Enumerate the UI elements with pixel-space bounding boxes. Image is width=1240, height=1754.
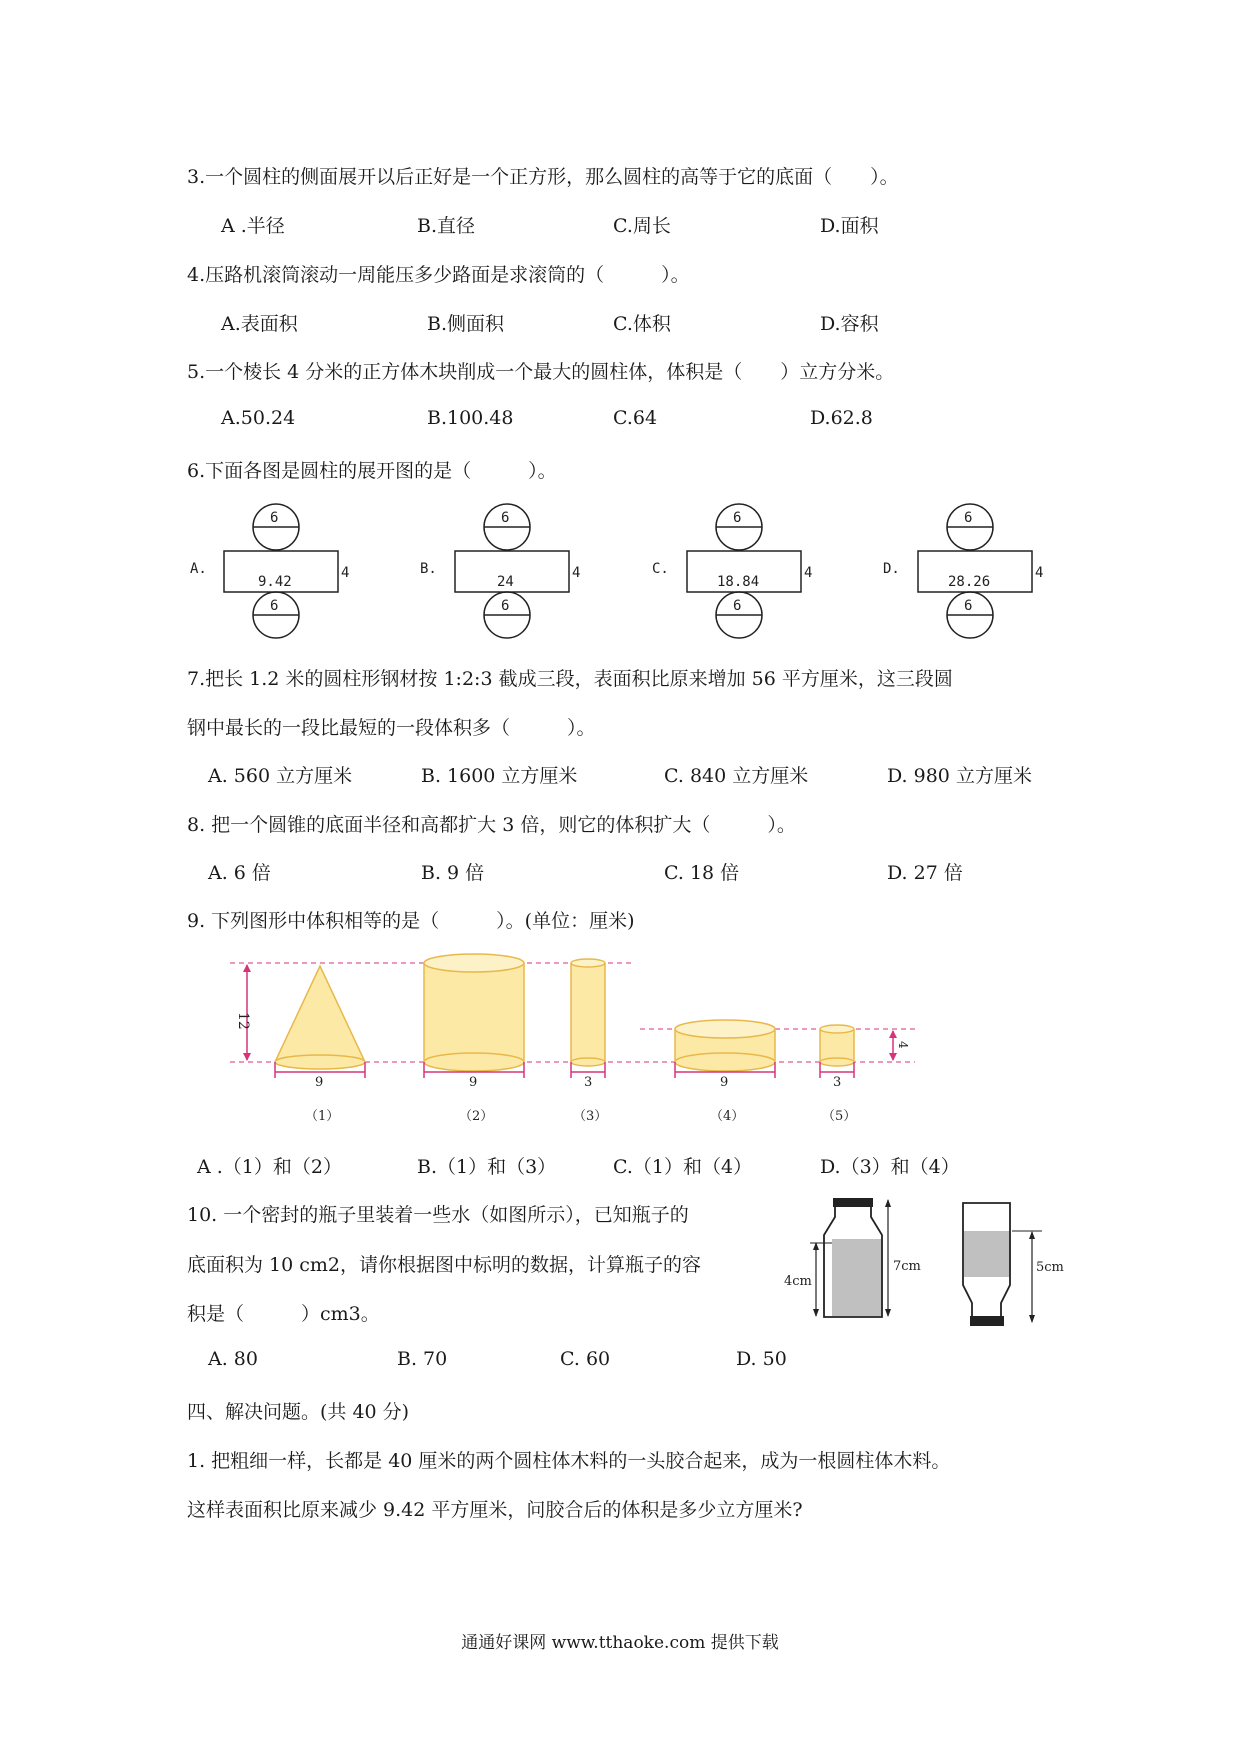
net-a-letter: A. (190, 561, 207, 577)
solid-2-cylinder (424, 954, 524, 1071)
q4-option-c: C.体积 (613, 313, 671, 335)
q10-bottle-figure (780, 1195, 1064, 1340)
net-a-rect-label: 9.42 (258, 574, 292, 590)
q9-option-b: B.（1）和（3） (417, 1156, 557, 1178)
q3-text: 3.一个圆柱的侧面展开以后正好是一个正方形，那么圆柱的高等于它的底面（ ）。 (187, 166, 899, 188)
q6-nets-figure (180, 500, 1060, 650)
q8-option-c: C. 18 倍 (664, 862, 740, 884)
solid-4-cylinder (675, 1020, 775, 1071)
net-c-side: 4 (804, 565, 813, 581)
net-d-bottom-diameter: 6 (964, 598, 973, 614)
page-footer: 通通好课网 www.tthaoke.com 提供下载 (461, 1633, 779, 1653)
net-c (652, 504, 812, 638)
net-b-letter: B. (420, 561, 437, 577)
net-d (883, 504, 1043, 638)
q8-option-b: B. 9 倍 (421, 862, 485, 884)
q9-height-big: 12 (235, 1012, 251, 1030)
q10-option-c: C. 60 (560, 1348, 611, 1370)
solid-5-cylinder (820, 1025, 854, 1066)
q10-text-line2: 底面积为 10 cm2，请你根据图中标明的数据，计算瓶子的容 (187, 1254, 702, 1276)
q5-option-b: B.100.48 (427, 407, 514, 429)
q7-option-c: C. 840 立方厘米 (664, 765, 809, 787)
q3-option-d: D.面积 (820, 215, 879, 237)
q8-option-a: A. 6 倍 (208, 862, 271, 884)
net-d-letter: D. (883, 561, 900, 577)
net-d-side: 4 (1035, 565, 1044, 581)
q9-option-a: A .（1）和（2） (197, 1156, 342, 1178)
solid-3-cylinder (571, 959, 605, 1066)
net-b-top-diameter: 6 (501, 510, 510, 526)
net-c-bottom-diameter: 6 (733, 598, 742, 614)
q3-option-a: A .半径 (221, 215, 285, 237)
q9-d5: 3 (833, 1075, 842, 1090)
q10-option-b: B. 70 (397, 1348, 448, 1370)
section4-title: 四、解决问题。(共 40 分) (187, 1401, 410, 1423)
q7-option-b: B. 1600 立方厘米 (421, 765, 578, 787)
q9-d3: 3 (584, 1075, 593, 1090)
q4-text: 4.压路机滚筒滚动一周能压多少路面是求滚筒的（ ）。 (187, 264, 690, 286)
q7-option-a: A. 560 立方厘米 (208, 765, 353, 787)
net-b-side: 4 (572, 565, 581, 581)
section4-q1-line2: 这样表面积比原来减少 9.42 平方厘米，问胶合后的体积是多少立方厘米? (187, 1499, 803, 1521)
q9-solids-figure (225, 950, 925, 1130)
q10-text-line3: 积是（ ）cm3。 (187, 1303, 380, 1325)
q4-option-d: D.容积 (820, 313, 879, 335)
q6-text: 6.下面各图是圆柱的展开图的是（ ）。 (187, 460, 557, 482)
q10-air-label: 5cm (1036, 1260, 1064, 1275)
q3-option-b: B.直径 (417, 215, 476, 237)
net-b-rect-label: 24 (497, 574, 514, 590)
q9-caption-5: （5） (822, 1109, 857, 1124)
q4-option-a: A.表面积 (221, 313, 298, 335)
bottle-inverted (963, 1203, 1064, 1326)
q10-option-d: D. 50 (736, 1348, 787, 1370)
net-a-top-diameter: 6 (270, 510, 279, 526)
q5-option-a: A.50.24 (221, 407, 296, 429)
q3-option-c: C.周长 (613, 215, 671, 237)
q9-caption-4: （4） (710, 1109, 745, 1124)
net-c-rect-label: 18.84 (717, 574, 760, 590)
q9-d2: 9 (469, 1075, 478, 1090)
q5-option-d: D.62.8 (810, 407, 873, 429)
q9-d4: 9 (720, 1075, 729, 1090)
q7-text-line2: 钢中最长的一段比最短的一段体积多（ ）。 (187, 717, 596, 739)
q10-water-label: 4cm (784, 1274, 812, 1289)
q8-option-d: D. 27 倍 (887, 862, 963, 884)
q8-text: 8. 把一个圆锥的底面半径和高都扩大 3 倍，则它的体积扩大（ ）。 (187, 814, 796, 836)
solid-1-cone (275, 966, 365, 1069)
net-d-top-diameter: 6 (964, 510, 973, 526)
q9-height-small: 4 (896, 1041, 910, 1049)
q7-option-d: D. 980 立方厘米 (887, 765, 1032, 787)
q9-caption-3: （3） (573, 1109, 608, 1124)
net-a (190, 504, 349, 638)
q5-option-c: C.64 (613, 407, 658, 429)
section4-q1-line1: 1. 把粗细一样，长都是 40 厘米的两个圆柱体木料的一头胶合起来，成为一根圆柱体木料。 (187, 1450, 951, 1472)
net-c-letter: C. (652, 561, 669, 577)
q9-option-d: D.（3）和（4） (820, 1156, 960, 1178)
q7-text-line1: 7.把长 1.2 米的圆柱形钢材按 1:2:3 截成三段，表面积比原来增加 56 平方厘米，这三段圆 (187, 668, 953, 690)
q4-option-b: B.侧面积 (427, 313, 505, 335)
q10-text-line1: 10. 一个密封的瓶子里装着一些水（如图所示），已知瓶子的 (187, 1204, 689, 1226)
q10-total-label: 7cm (893, 1259, 921, 1274)
net-d-rect-label: 28.26 (948, 574, 991, 590)
net-b-bottom-diameter: 6 (501, 598, 510, 614)
net-b (420, 504, 580, 638)
bottle-upright (784, 1198, 921, 1317)
q9-caption-2: （2） (459, 1109, 494, 1124)
net-a-bottom-diameter: 6 (270, 598, 279, 614)
q9-option-c: C.（1）和（4） (613, 1156, 753, 1178)
q9-d1: 9 (315, 1075, 324, 1090)
q5-text: 5.一个棱长 4 分米的正方体木块削成一个最大的圆柱体，体积是（ ）立方分米。 (187, 361, 895, 383)
q10-option-a: A. 80 (208, 1348, 258, 1370)
net-c-top-diameter: 6 (733, 510, 742, 526)
net-a-side: 4 (341, 565, 350, 581)
q9-text: 9. 下列图形中体积相等的是（ ）。(单位：厘米) (187, 910, 635, 932)
q9-caption-1: （1） (305, 1109, 340, 1124)
